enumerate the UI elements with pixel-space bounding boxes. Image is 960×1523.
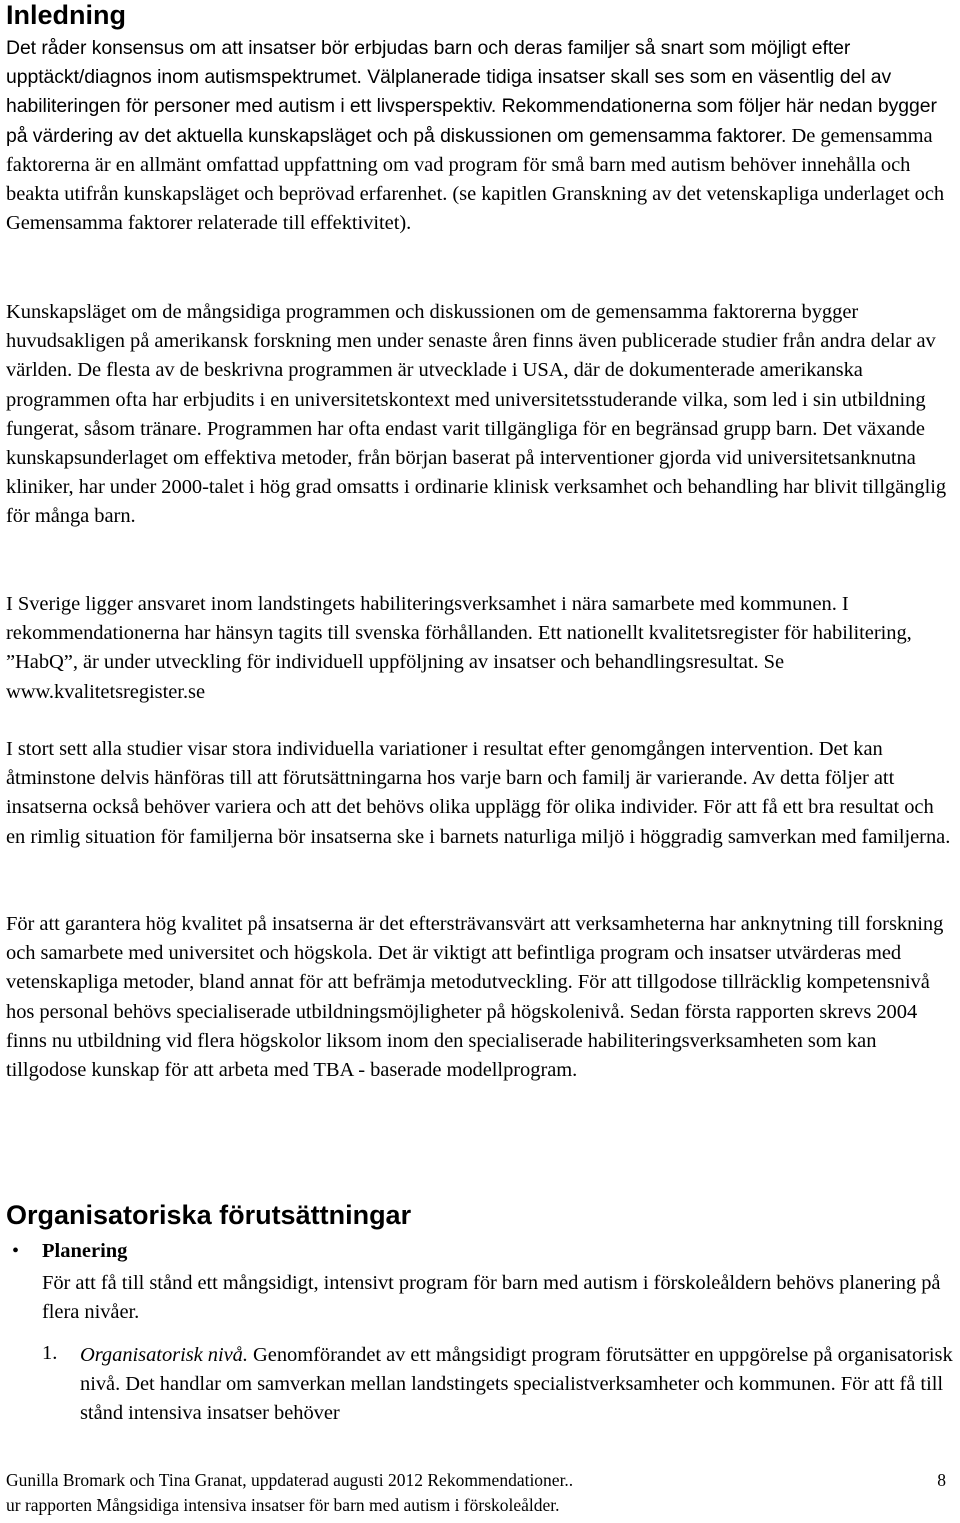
page-footer: [6, 1468, 956, 1518]
page-number: 8: [937, 1470, 946, 1490]
paragraph-intro-sans: Det råder konsensus om att insatser bör erbjudas barn och deras familjer så snart som möjligt efter upptäckt/diagnos inom autismspektrumet. Välplanerade tidiga insatser skall ses som en väsentlig del av habiliteringen för personer med autism i ett livsperspektiv. Rekommendationerna som följer här nedan bygger på värdering av det aktuella kunskapsläget och på diskussionen om gemensamma faktorer.: [6, 37, 937, 147]
footer-line-1: Gunilla Bromark och Tina Granat, uppdaterad augusti 2012 Rekommendationer..: [6, 1470, 574, 1490]
section-heading-inledning: Inledning: [6, 0, 126, 30]
paragraph-sweden: I Sverige ligger ansvaret inom landstingets habiliteringsverksamhet i nära samarbete med kommunen. I rekommendationerna har hänsyn tagits till svenska förhållanden. Ett nationellt kvalitetsregister för habilitering, ”HabQ”, är under utveckling för individuell uppföljning av insatser och behandlingsresultat. Se www.kvalitetsregister.se: [6, 593, 912, 703]
paragraph-intro: [6, 34, 954, 238]
bullet-title-planering: Planering: [42, 1240, 128, 1262]
bullet-text-planering: För att få till stånd ett mångsidigt, intensivt program för barn med autism i förskoleåldern behövs planering på flera nivåer.: [42, 1272, 941, 1324]
paragraph-knowledge: Kunskapsläget om de mångsidiga programmen och diskussionen om de gemensamma faktorerna bygger huvudsakligen på amerikansk forskning men under senaste åren finns även publicerade studier från andra delar av världen. De flesta av de beskrivna programmen är utvecklade i USA, där de dokumenterade amerikanska programmen ofta har erbjudits i en universitetskontext med universitetsstuderande vilka, som led i sin utbildning fungerat, såsom tränare. Programmen har ofta endast varit tillgängliga för en begränsad grupp barn. Det växande kunskapsunderlaget om effektiva metoder, från början baserat på interventioner gjorda vid universitetsanknutna kliniker, har under 2000-talet i hög grad omsatts i ordinarie klinisk verksamhet och behandling har blivit tillgänglig för många barn.: [6, 301, 947, 528]
paragraph-intro-serif: De gemensamma faktorerna är en allmänt omfattad uppfattning om vad program för små barn med autism behöver innehålla och beakta utifrån kunskapsläget och beprövad erfarenhet. (se kapitlen Granskning av det vetenskapliga underlaget och Gemensamma faktorer relaterade till effektivitet).: [6, 124, 945, 235]
bullet-icon: •: [12, 1240, 20, 1262]
footer-line-2: ur rapporten Mångsidiga intensiva insatser för barn med autism i förskoleålder.: [6, 1495, 560, 1515]
list-item-title: Organisatorisk nivå.: [80, 1344, 248, 1366]
list-item-text: Genomförandet av ett mångsidigt program förutsätter en uppgörelse på organisatorisk nivå. Det handlar om samverkan mellan landstingets specialistverksamheter och kommunen. För att få till stånd intensiva insatser behöver: [80, 1344, 953, 1425]
list-item-organisatorisk: [80, 1341, 954, 1429]
list-item-number: 1.: [42, 1342, 58, 1364]
paragraph-quality: För att garantera hög kvalitet på insatserna är det eftersträvansvärt att verksamheterna har anknytning till forskning och samarbete med universitet och högskola. Det är viktigt att befintliga program och insatser utvärderas med vetenskapliga metoder, bland annat för att befrämja metodutveckling. För att tillgodose tillräcklig kompetensnivå hos personal behövs specialiserade utbildningsmöjligheter på högskolenivå. Sedan första rapporten skrevs 2004 finns nu utbildning vid flera högskolor liksom inom den specialiserade habiliteringsverksamheten som kan tillgodose kunskap för att arbeta med TBA - baserade modellprogram.: [6, 913, 944, 1082]
paragraph-variation: I stort sett alla studier visar stora individuella variationer i resultat efter genomgången intervention. Det kan åtminstone delvis hänföras till att förutsättningarna hos varje barn och familj är varierande. Av detta följer att insatserna också behöver variera och att det behövs olika upplägg för olika individer. För att få ett bra resultat och en rimlig situation för familjerna bör insatserna ske i barnets naturliga miljö i höggradig samverkan med familjerna.: [6, 738, 951, 848]
section-heading-organisatoriska: Organisatoriska förutsättningar: [6, 1200, 412, 1230]
